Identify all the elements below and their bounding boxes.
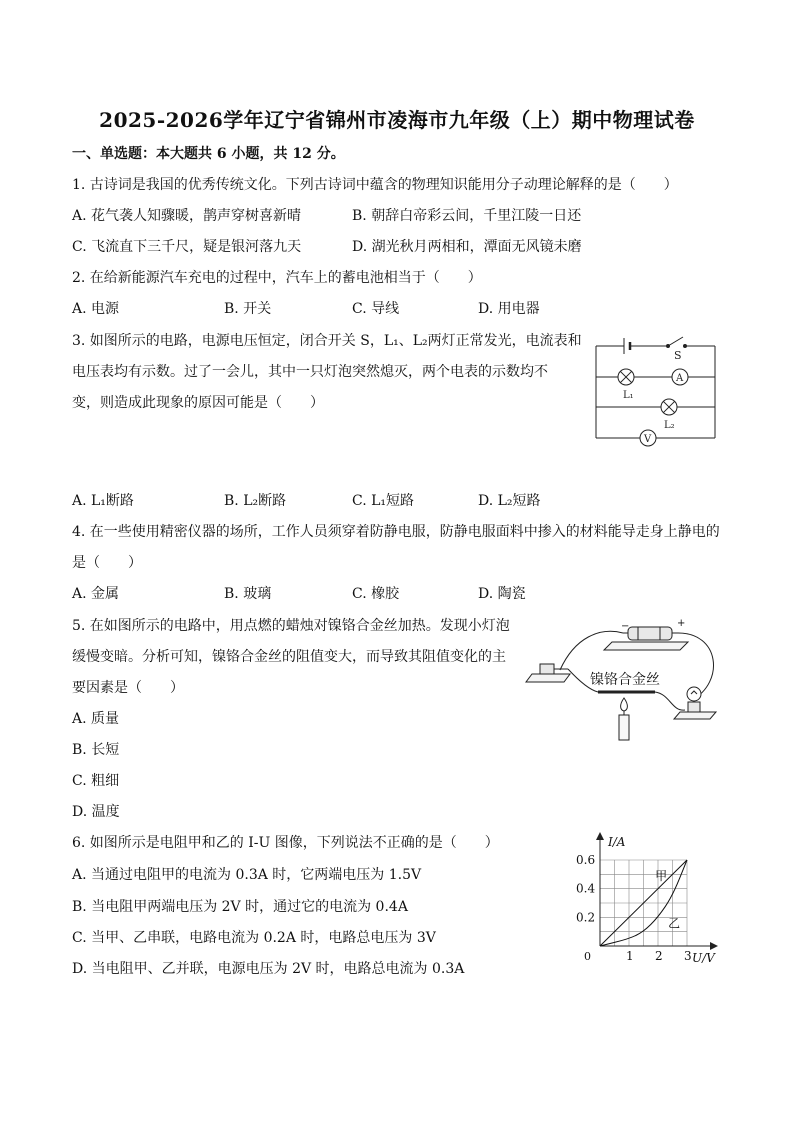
y-axis-label: I/A [608, 835, 626, 849]
q3-option-b: B. L₂断路 [224, 493, 287, 509]
q5-option-c: C. 粗细 [72, 773, 120, 789]
q5-option-b: B. 长短 [72, 742, 120, 758]
q5-option-d: D. 温度 [72, 804, 120, 820]
q2-option-b: B. 开关 [224, 301, 272, 317]
switch-label: S [674, 349, 682, 362]
series-label: 甲 [655, 869, 668, 884]
page-title: 2025-2026学年辽宁省锦州市凌海市九年级（上）期中物理试卷 [99, 108, 695, 132]
question-5-stem-line2: 缓慢变暗。分析可知，镍铬合金丝的阻值变大，而导致其阻值变化的主 [72, 649, 506, 665]
question-4-stem-line2: 是（ ） [72, 555, 142, 571]
iu-graph [572, 832, 722, 972]
q1-option-d: D. 湖光秋月两相和，潭面无风镜未磨 [352, 239, 582, 255]
switch-blade [668, 337, 683, 346]
origin-label: 0 [584, 950, 591, 963]
y-tick-label: 0.2 [576, 910, 596, 925]
question-3-stem-line3: 变，则造成此现象的原因可能是（ ） [72, 395, 324, 411]
plus-sign: + [677, 618, 686, 629]
series-label: 乙 [668, 916, 681, 931]
lamp2-label: L₂ [664, 420, 675, 431]
voltmeter-label: V [644, 434, 652, 445]
question-1-stem: 1. 古诗词是我国的优秀传统文化。下列古诗词中蕴含的物理知识能用分子动理论解释的是（ ） [72, 177, 678, 193]
question-3-stem-line2: 电压表均有示数。过了一会儿，其中一只灯泡突然熄灭，两个电表的示数均不 [72, 364, 548, 380]
x-tick-label: 3 [684, 949, 692, 963]
question-3-stem-line1: 3. 如图所示的电路，电源电压恒定，闭合开关 S，L₁、L₂两灯正常发光，电流表和 [72, 333, 582, 349]
q1-option-a: A. 花气袭人知骤暖，鹊声穿树喜新晴 [72, 208, 302, 224]
section-heading: 一、单选题：本大题共 6 小题，共 12 分。 [72, 146, 345, 162]
nichrome-label: 镍铬合金丝 [590, 672, 660, 688]
q6-option-b: B. 当电阻甲两端电压为 2V 时，通过它的电流为 0.4A [72, 899, 408, 915]
q2-option-c: C. 导线 [352, 301, 400, 317]
question-6-stem: 6. 如图所示是电阻甲和乙的 I-U 图像，下列说法不正确的是（ ） [72, 835, 499, 851]
x-tick-label: 2 [655, 949, 663, 963]
candle-flame [621, 698, 628, 711]
battery-icon [628, 627, 672, 640]
q2-option-a: A. 电源 [72, 301, 120, 317]
y-axis-arrow [596, 832, 604, 840]
bulb-icon [687, 687, 701, 701]
q1-option-c: C. 飞流直下三千尺，疑是银河落九天 [72, 239, 302, 255]
candle [619, 715, 629, 740]
x-axis-label: U/V [692, 951, 715, 965]
circuit-diagram-q3 [588, 332, 723, 452]
q4-option-c: C. 橡胶 [352, 586, 400, 602]
nichrome-circuit-illustration [520, 612, 725, 747]
q3-option-a: A. L₁断路 [72, 493, 134, 509]
minus-sign: − [621, 621, 630, 632]
question-4-stem-line1: 4. 在一些使用精密仪器的场所，工作人员须穿着防静电服，防静电服面料中掺入的材料能导走身上静电的 [72, 524, 720, 540]
q1-option-b: B. 朝辞白帝彩云间，千里江陵一日还 [352, 208, 582, 224]
q4-option-b: B. 玻璃 [224, 586, 272, 602]
question-2-stem: 2. 在给新能源汽车充电的过程中，汽车上的蓄电池相当于（ ） [72, 270, 482, 286]
lamp1-label: L₁ [623, 390, 634, 401]
q4-option-d: D. 陶瓷 [478, 586, 526, 602]
battery-board [604, 642, 688, 650]
q2-option-d: D. 用电器 [478, 301, 540, 317]
y-tick-label: 0.6 [576, 853, 596, 867]
q6-option-c: C. 当甲、乙串联，电路电流为 0.2A 时，电路总电压为 3V [72, 930, 436, 946]
q3-option-d: D. L₂短路 [478, 493, 541, 509]
question-5-stem-line3: 要因素是（ ） [72, 680, 184, 696]
x-axis-arrow [710, 942, 718, 950]
x-tick-label: 1 [626, 949, 634, 963]
q4-option-a: A. 金属 [72, 586, 120, 602]
clip-board [526, 674, 570, 682]
y-tick-label: 0.4 [576, 881, 596, 896]
q3-option-c: C. L₁短路 [352, 493, 415, 509]
question-5-stem-line1: 5. 在如图所示的电路中，用点燃的蜡烛对镍铬合金丝加热。发现小灯泡 [72, 618, 510, 634]
bulb-board [674, 712, 716, 719]
q6-option-a: A. 当通过电阻甲的电流为 0.3A 时，它两端电压为 1.5V [72, 867, 422, 883]
ammeter-label: A [676, 373, 684, 384]
q5-option-a: A. 质量 [72, 711, 120, 727]
q6-option-d: D. 当电阻甲、乙并联，电源电压为 2V 时，电路总电流为 0.3A [72, 961, 465, 977]
